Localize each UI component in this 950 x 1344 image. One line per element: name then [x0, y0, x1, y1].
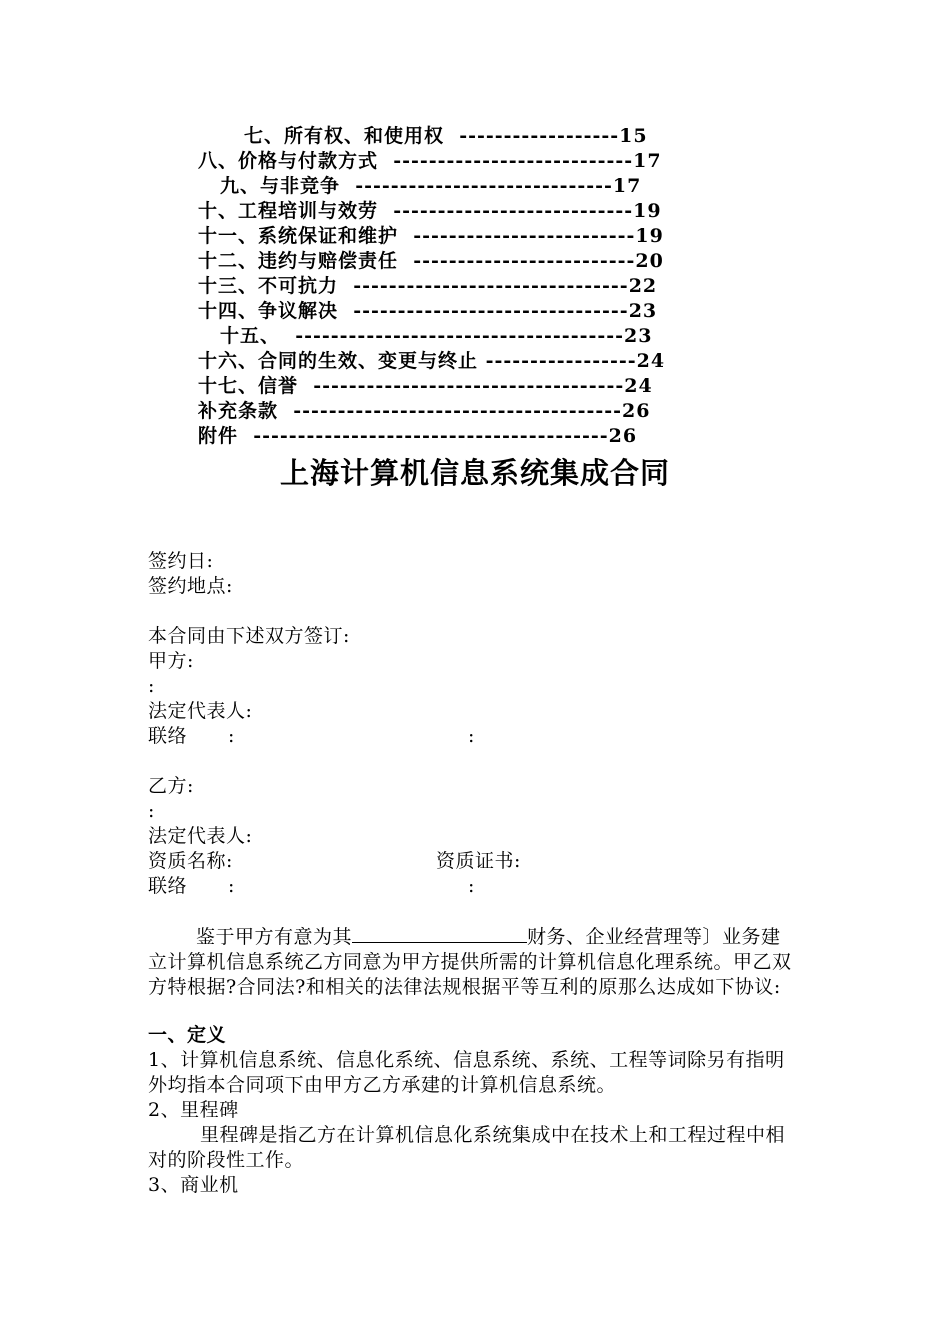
party-b-qual-cert-label: 资质证书:: [436, 850, 521, 872]
toc-entry[interactable]: 七、所有权、和使用权 ------------------15: [244, 125, 648, 147]
toc-entry[interactable]: 九、与非竞争 -----------------------------17: [220, 175, 642, 197]
signing-place-label: 签约地点:: [148, 575, 233, 597]
definition-item-2-text: 里程碑是指乙方在计算机信息化系统集成中在技术上和工程过程中相对的阶段性工作。: [148, 1124, 786, 1171]
party-b-qual-name-label: 资质名称:: [148, 850, 233, 872]
party-a-contact-label: 联络: [148, 725, 188, 747]
party-a-label: 甲方:: [148, 650, 194, 672]
party-a-contact-colon: :: [468, 725, 475, 747]
party-b-rep-label: 法定代表人:: [148, 825, 253, 847]
toc-entry[interactable]: 十四、争议解决 -------------------------------23: [198, 300, 658, 322]
toc-entry[interactable]: 补充条款 -------------------------------------26: [198, 400, 651, 422]
definition-item-2-label: 2、里程碑: [148, 1099, 239, 1121]
parties-intro: 本合同由下述双方签订:: [148, 625, 350, 647]
party-b-contact-label: 联络: [148, 875, 188, 897]
contract-title: 上海计算机信息系统集成合同: [279, 456, 670, 490]
toc-entry[interactable]: 附件 ----------------------------------------26: [198, 425, 638, 447]
toc-entry[interactable]: 十五、 -------------------------------------23: [220, 325, 653, 347]
definition-item-3-label: 3、商业机: [148, 1174, 239, 1196]
party-b-colon-line: :: [148, 800, 155, 822]
toc-entry[interactable]: 十、工程培训与效劳 ---------------------------19: [198, 200, 662, 222]
toc-entry[interactable]: 十三、不可抗力 -------------------------------22: [198, 275, 658, 297]
toc-entry[interactable]: 八、价格与付款方式 ---------------------------17: [198, 150, 662, 172]
party-b-contact-colon: :: [228, 875, 235, 897]
party-b-contact-colon: :: [468, 875, 475, 897]
section-heading: 一、定义: [148, 1024, 227, 1046]
signing-date-label: 签约日:: [148, 550, 214, 572]
toc-entry[interactable]: 十七、信誉 -----------------------------------24: [198, 375, 653, 397]
definition-item-1: 1、计算机信息系统、信息化系统、信息系统、系统、工程等词除另有指明外均指本合同项下由甲方乙方承建的计算机信息系统。: [148, 1049, 785, 1096]
toc-entry[interactable]: 十二、违约与赔偿责任 -------------------------20: [198, 250, 664, 272]
party-a-rep-label: 法定代表人:: [148, 700, 253, 722]
preamble-part2: 财务、企业经营理等〕业务建立计算机信息系统乙方同意为甲方提供所需的计算机信息化理系统。甲乙双方特根据?合同法?和相关的法律法规根据平等互利的原那么达成如下协议:: [148, 926, 792, 998]
preamble-part1: 鉴于甲方有意为其: [196, 926, 353, 948]
party-a-contact-colon: :: [228, 725, 235, 747]
toc-entry[interactable]: 十一、系统保证和维护 -------------------------19: [198, 225, 664, 247]
party-a-colon-line: :: [148, 675, 155, 697]
preamble-paragraph: [148, 924, 800, 1000]
toc-entry[interactable]: 十六、合同的生效、变更与终止 -----------------24: [198, 350, 666, 372]
blank-underline: [352, 924, 527, 943]
party-b-label: 乙方:: [148, 775, 194, 797]
